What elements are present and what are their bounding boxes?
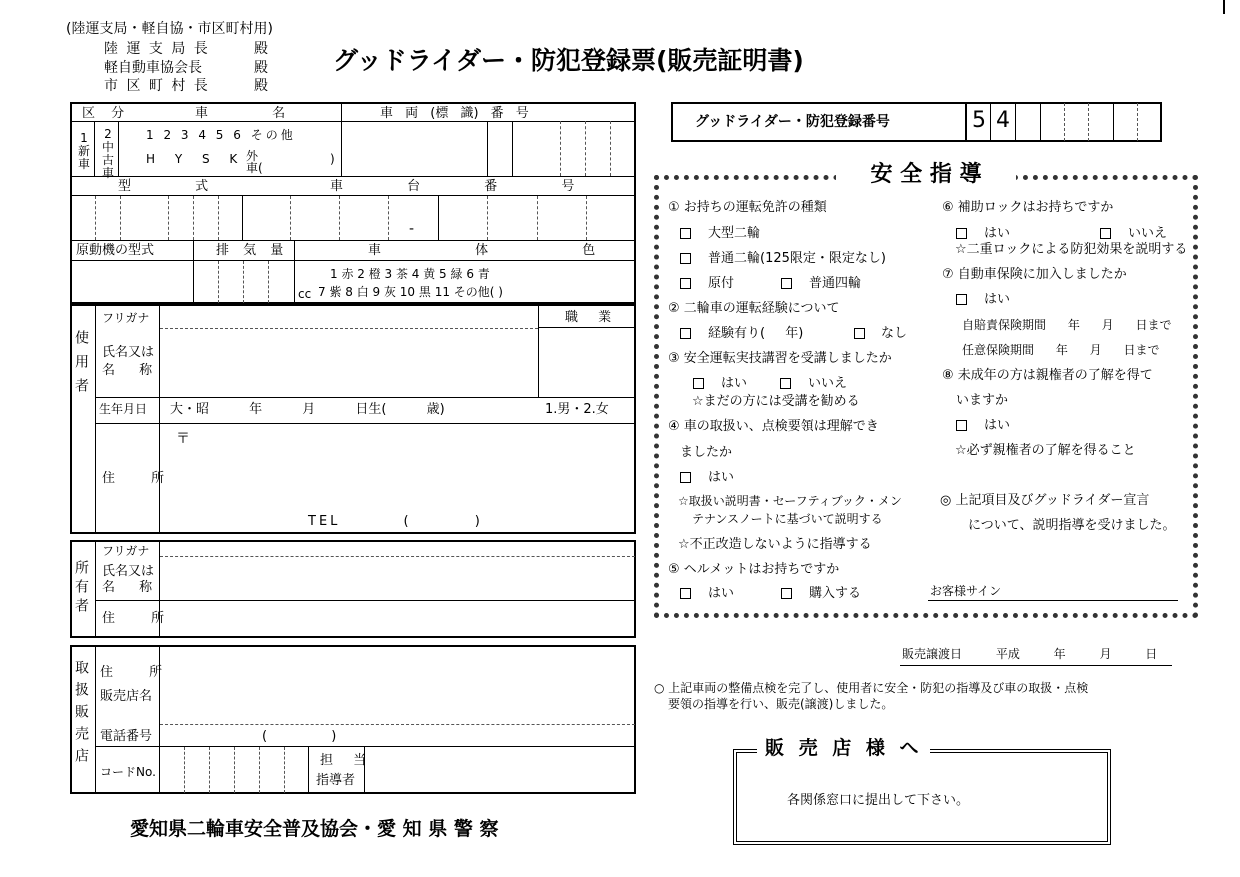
q6-text: ⑥ 補助ロックはお持ちですか [942, 200, 1114, 215]
q3-no-checkbox[interactable] [780, 378, 791, 389]
addressee-line-2: 軽自動車協会長 [104, 60, 202, 76]
q7-yes-label: はい [984, 292, 1011, 307]
q3-yes-checkbox[interactable] [693, 378, 704, 389]
q2-option-1-label: 経験有り( 年) [708, 326, 804, 341]
honorific-3: 殿 [254, 78, 268, 94]
maker-codes: 1 2 3 4 5 6 その他 [146, 128, 296, 142]
q4-text-1: ④ 車の取扱い、点検要領は理解でき [668, 419, 879, 434]
model-header: 型 式 [118, 179, 209, 194]
signature-line[interactable] [928, 600, 1178, 601]
confirmation-line-2: について、説明指導を受けました。 [968, 518, 1176, 533]
plate-header: 車 両 (標 識) 番 号 [380, 106, 529, 121]
q6-no-checkbox[interactable] [1100, 228, 1111, 239]
shop-notice-title: 販 売 店 様 へ [757, 737, 930, 760]
guidance-title: 安 全 指 導 [836, 162, 1016, 188]
signature-label: お客様サイン [930, 584, 1002, 598]
owner-address-label: 住 所 [102, 611, 181, 626]
page-title: グッドライダー・防犯登録票(販売証明書) [333, 46, 804, 75]
engine-header: 原動機の型式 [76, 243, 155, 258]
registration-number-label: グッドライダー・防犯登録番号 [695, 114, 890, 130]
sale-date: 販売譲渡日 平成 年 月 日 [902, 647, 1158, 661]
birthdate-label: 生年月日 [99, 402, 148, 416]
reg-digit-2: 4 [996, 108, 1010, 133]
honorific-1: 殿 [254, 41, 268, 57]
q1-option-2-checkbox[interactable] [680, 253, 691, 264]
honorific-2: 殿 [254, 60, 268, 76]
owner-name-label-1: 氏名又は [102, 564, 155, 579]
q3-yes-label: はい [721, 376, 748, 391]
q5-yes-checkbox[interactable] [680, 588, 691, 599]
used-vehicle-label: 2 中古車 [101, 127, 114, 180]
owner-side-label: 所有者 [73, 560, 89, 617]
q3-no-label: いいえ [808, 376, 848, 391]
name-header: 車 名 [195, 106, 286, 121]
dealer-shop-name-label: 販売店名 [100, 689, 153, 704]
q5-yes-label: はい [708, 586, 735, 601]
maker-letters: H Y S K [146, 152, 246, 166]
shop-notice-text: 各関係窓口に提出して下さい。 [787, 793, 970, 808]
footer-organization: 愛知県二輪車安全普及協会・愛 知 県 警 察 [130, 818, 499, 840]
user-side-label: 使用者 [73, 330, 89, 402]
q4-yes-label: はい [708, 470, 735, 485]
q3-note: ☆まだの方には受講を勧める [692, 394, 860, 409]
color-header: 車 体 色 [368, 243, 596, 258]
dealer-code-label: コードNo. [100, 765, 156, 779]
user-tel: TEL ( ) [308, 514, 483, 529]
q5-buy-checkbox[interactable] [781, 588, 792, 599]
q7-yes-checkbox[interactable] [956, 294, 967, 305]
q2-option-2-label: なし [881, 326, 908, 341]
q5-text: ⑤ ヘルメットはお持ちですか [668, 562, 840, 577]
q4-note-1: ☆取扱い説明書・セーフティブック・メン [678, 494, 902, 508]
user-name-label-2: 名 称 [102, 363, 163, 378]
postal-mark: 〒 [176, 431, 190, 447]
sale-statement-2: 要領の指導を行い、販売(譲渡)しました。 [668, 697, 894, 711]
q1-option-4-label: 普通四輪 [809, 276, 862, 291]
dealer-side-label: 取扱販売店 [73, 660, 89, 770]
dealer-phone-label: 電話番号 [100, 729, 153, 744]
user-name-label-1: 氏名又は [102, 345, 155, 360]
foreign-close: ) [330, 152, 335, 166]
q8-yes-label: はい [984, 418, 1011, 433]
owner-furigana-label: フリガナ [102, 544, 150, 558]
color-options-2: 7 紫 8 白 9 灰 10 黒 11 その他( ) [318, 285, 503, 299]
cc-unit: cc [298, 287, 312, 301]
q2-option-2-checkbox[interactable] [854, 328, 865, 339]
q4-note-2: テナンスノートに基づいて説明する [692, 512, 883, 526]
reg-digit-1: 5 [972, 108, 986, 133]
sex-options: 1.男・2.女 [545, 402, 609, 417]
q2-text: ② 二輪車の運転経験について [668, 301, 840, 316]
q6-yes-checkbox[interactable] [956, 228, 967, 239]
person-label-2: 指導者 [316, 773, 356, 788]
q6-yes-label: はい [984, 226, 1011, 241]
q1-option-3-label: 原付 [708, 276, 735, 291]
addressee-line-1: 陸 運 支 局 長 [104, 41, 210, 57]
q6-note: ☆二重ロックによる防犯効果を説明する [955, 242, 1188, 257]
q4-text-2: ましたか [680, 445, 733, 460]
user-address-label: 住 所 [102, 471, 181, 486]
usage-note: (陸運支局・軽自協・市区町村用) [66, 21, 273, 37]
q1-option-4-checkbox[interactable] [781, 278, 792, 289]
dealer-phone-paren: ( ) [262, 729, 337, 744]
q8-yes-checkbox[interactable] [956, 420, 967, 431]
user-section [70, 304, 636, 534]
q1-text: ① お持ちの運転免許の種類 [668, 200, 827, 215]
sale-statement-1: ○ 上記車両の整備点検を完了し、使用者に安全・防犯の指導及び車の取扱・点検 [654, 681, 1089, 695]
q1-option-1-label: 大型二輪 [708, 226, 761, 241]
chassis-header: 車 台 番 号 [330, 179, 575, 194]
addressee-line-3: 市 区 町 村 長 [104, 78, 210, 94]
class-header: 区 分 [82, 106, 131, 121]
q3-text: ③ 安全運転実技講習を受講しましたか [668, 351, 892, 366]
foreign-vehicle: 外車( [246, 149, 263, 175]
new-vehicle-label: 1 新車 [77, 131, 90, 171]
color-options-1: 1 赤 2 橙 3 茶 4 黄 5 緑 6 青 [330, 267, 490, 281]
q7-voluntary-period: 任意保険期間 年 月 日まで [962, 343, 1160, 357]
occupation-label: 職 業 [565, 310, 620, 325]
q8-note: ☆必ず親権者の了解を得ること [955, 443, 1136, 458]
dealer-address-label: 住 所 [100, 665, 179, 680]
user-furigana-label: フリガナ [102, 311, 150, 325]
person-label-1: 担 当 [320, 753, 375, 768]
q4-yes-checkbox[interactable] [680, 472, 691, 483]
q1-option-1-checkbox[interactable] [680, 228, 691, 239]
q7-compulsory-period: 自賠責保険期間 年 月 日まで [962, 318, 1172, 332]
q7-text: ⑦ 自動車保険に加入しましたか [942, 267, 1127, 282]
q4-note-3: ☆不正改造しないように指導する [678, 537, 872, 552]
displacement-header: 排 気 量 [216, 243, 284, 258]
chassis-dash: - [409, 221, 415, 237]
confirmation-line-1: ◎ 上記項目及びグッドライダー宣言 [940, 493, 1150, 508]
q1-option-3-checkbox[interactable] [680, 278, 691, 289]
q8-text-2: いますか [956, 393, 1009, 408]
q6-no-label: いいえ [1128, 226, 1168, 241]
q8-text-1: ⑧ 未成年の方は親権者の了解を得て [942, 368, 1153, 383]
owner-name-label-2: 名 称 [102, 580, 163, 595]
q2-option-1-checkbox[interactable] [680, 328, 691, 339]
q5-buy-label: 購入する [809, 586, 862, 601]
q1-option-2-label: 普通二輪(125限定・限定なし) [708, 251, 886, 266]
birthdate-value: 大・昭 年 月 日生( 歳) [170, 402, 445, 417]
